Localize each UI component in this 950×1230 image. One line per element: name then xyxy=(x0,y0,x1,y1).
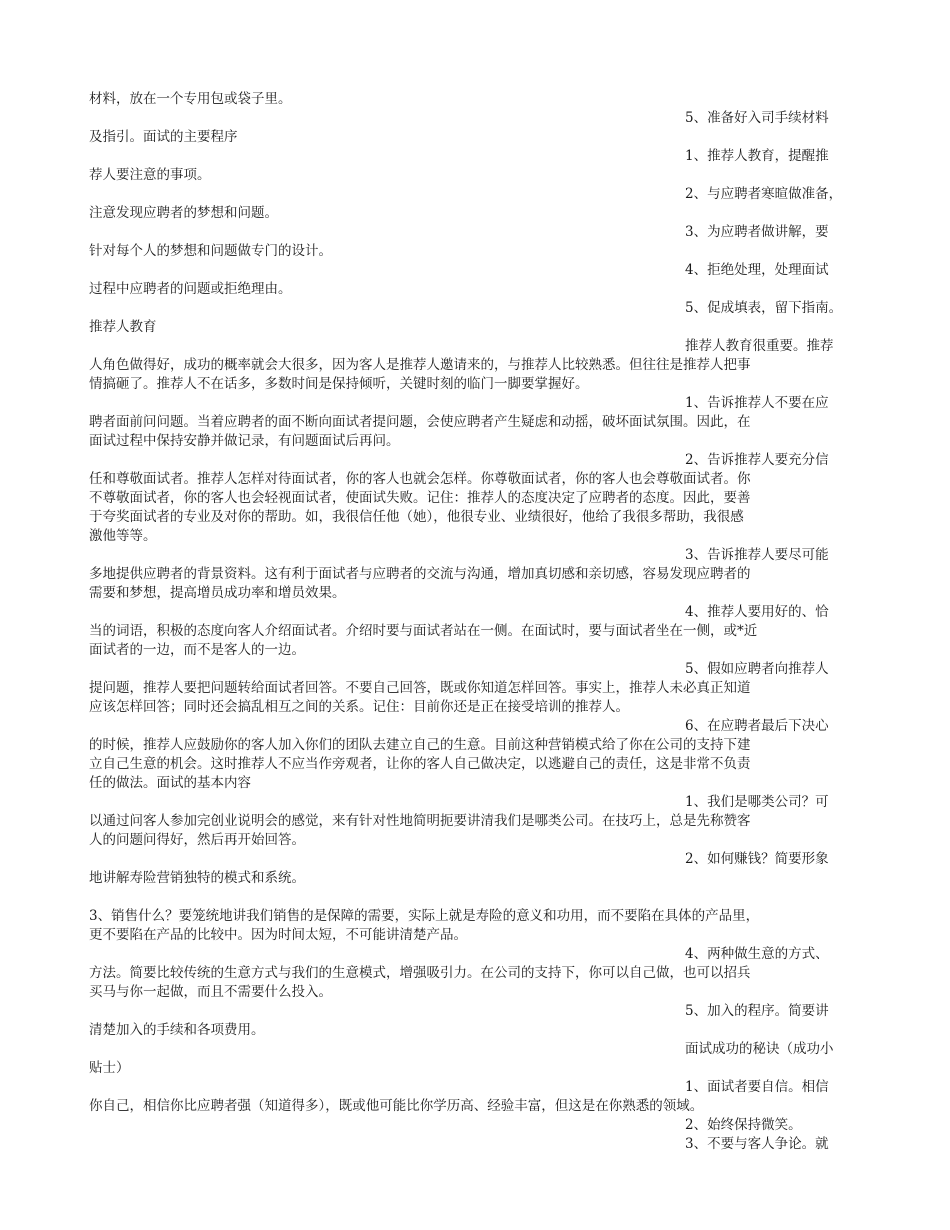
text-line: 4、两种做生意的方式、 xyxy=(685,946,829,962)
text-line: 2、与应聘者寒暄做准备， xyxy=(685,186,843,202)
text-line: 人的问题问得好，然后再开始回答。 xyxy=(89,832,305,848)
text-line: 5、加入的程序。简要讲 xyxy=(685,1003,829,1019)
section-heading: 面试成功的秘诀（成功小 xyxy=(685,1041,834,1057)
text-line: 聘者面前问问题。当着应聘者的面不断向面试者提问题，会使应聘者产生疑虑和动摇，破坏面试氛围。因此，在 xyxy=(89,414,751,430)
text-line: 1、推荐人教育，提醒推 xyxy=(685,148,829,164)
text-line: 买马与你一起做，而且不需要什么投入。 xyxy=(89,984,332,1000)
text-line: 1、我们是哪类公司？可 xyxy=(685,794,829,810)
text-line: 材料，放在一个专用包或袋子里。 xyxy=(89,91,292,107)
text-line: 提问题，推荐人要把问题转给面试者回答。不要自己回答，既或你知道怎样回答。事实上，推荐人未必真正知道 xyxy=(89,680,751,696)
text-line: 多地提供应聘者的背景资料。这有利于面试者与应聘者的交流与沟通，增加真切感和亲切感，容易发现应聘者的 xyxy=(89,566,751,582)
text-line: 面试过程中保持安静并做记录，有问题面试后再问。 xyxy=(89,433,400,449)
text-line: 任的做法。面试的基本内容 xyxy=(89,775,251,791)
text-line: 当的词语，积极的态度向客人介绍面试者。介绍时要与面试者站在一侧。在面试时，要与面试者坐在一侧，或*近 xyxy=(89,623,758,639)
text-line: 任和尊敬面试者。推荐人怎样对待面试者，你的客人也就会怎样。你尊敬面试者，你的客人也会尊敬面试者。你 xyxy=(89,471,751,487)
text-line: 6、在应聘者最后下决心 xyxy=(685,718,829,734)
text-line: 注意发现应聘者的梦想和问题。 xyxy=(89,205,278,221)
text-line: 不尊敬面试者，你的客人也会轻视面试者，使面试失败。记住：推荐人的态度决定了应聘者的态度。因此，要善 xyxy=(89,490,751,506)
text-line: 立自己生意的机会。这时推荐人不应当作旁观者，让你的客人自己做决定，以逃避自己的责任，这是非常不负责 xyxy=(89,756,751,772)
text-line: 地讲解寿险营销独特的模式和系统。 xyxy=(89,870,305,886)
text-line: 针对每个人的梦想和问题做专门的设计。 xyxy=(89,243,332,259)
text-line: 清楚加入的手续和各项费用。 xyxy=(89,1022,265,1038)
text-line: 2、如何赚钱？简要形象 xyxy=(685,851,829,867)
text-line: 1、告诉推荐人不要在应 xyxy=(685,395,829,411)
text-line: 4、拒绝处理，处理面试 xyxy=(685,262,829,278)
text-line: 2、告诉推荐人要充分信 xyxy=(685,452,829,468)
text-line: 5、促成填表，留下指南。 xyxy=(685,300,843,316)
text-line: 5、假如应聘者向推荐人 xyxy=(685,661,829,677)
text-line: 应该怎样回答；同时还会搞乱相互之间的关系。记住：目前你还是正在接受培训的推荐人。 xyxy=(89,699,629,715)
section-heading: 贴士） xyxy=(89,1060,130,1076)
text-line: 方法。简要比较传统的生意方式与我们的生意模式，增强吸引力。在公司的支持下，你可以自己做，也可以招兵 xyxy=(89,965,751,981)
text-line: 及指引。面试的主要程序 xyxy=(89,129,238,145)
text-line: 的时候，推荐人应鼓励你的客人加入你们的团队去建立自己的生意。目前这种营销模式给了你在公司的支持下建 xyxy=(89,737,751,753)
text-line: 需要和梦想，提高增员成功率和增员效果。 xyxy=(89,585,346,601)
text-line: 情搞砸了。推荐人不在话多，多数时间是保持倾听，关键时刻的临门一脚要掌握好。 xyxy=(89,376,589,392)
text-line: 3、告诉推荐人要尽可能 xyxy=(685,547,829,563)
section-heading: 推荐人教育 xyxy=(89,319,157,335)
text-line: 推荐人教育很重要。推荐 xyxy=(685,338,834,354)
text-line: 面试者的一边，而不是客人的一边。 xyxy=(89,642,305,658)
text-line: 3、为应聘者做讲解，要 xyxy=(685,224,829,240)
text-line: 更不要陷在产品的比较中。因为时间太短，不可能讲清楚产品。 xyxy=(89,927,467,943)
text-line: 5、准备好入司手续材料 xyxy=(685,110,829,126)
text-line: 3、销售什么？要笼统地讲我们销售的是保障的需要，实际上就是寿险的意义和功用，而不要陷在具体的产品里， xyxy=(89,908,760,924)
text-line: 人角色做得好，成功的概率就会大很多，因为客人是推荐人邀请来的，与推荐人比较熟悉。但往往是推荐人把事 xyxy=(89,357,751,373)
text-line: 2、始终保持微笑。 xyxy=(685,1117,802,1133)
text-line: 荐人要注意的事项。 xyxy=(89,167,211,183)
text-line: 1、面试者要自信。相信 xyxy=(685,1079,829,1095)
text-line: 激他等等。 xyxy=(89,528,157,544)
text-line: 3、不要与客人争论。就 xyxy=(685,1136,829,1152)
text-line: 4、推荐人要用好的、恰 xyxy=(685,604,829,620)
text-line: 你自己，相信你比应聘者强（知道得多），既或他可能比你学历高、经验丰富，但这是在你熟悉的领域。 xyxy=(89,1098,704,1114)
text-line: 以通过问客人参加完创业说明会的感觉，来有针对性地简明扼要讲清我们是哪类公司。在技巧上，总是先称赞客 xyxy=(89,813,751,829)
text-line: 过程中应聘者的问题或拒绝理由。 xyxy=(89,281,292,297)
text-line: 于夸奖面试者的专业及对你的帮助。如，我很信任他（她），他很专业、业绩很好，他给了我很多帮助，我很感 xyxy=(89,509,744,525)
